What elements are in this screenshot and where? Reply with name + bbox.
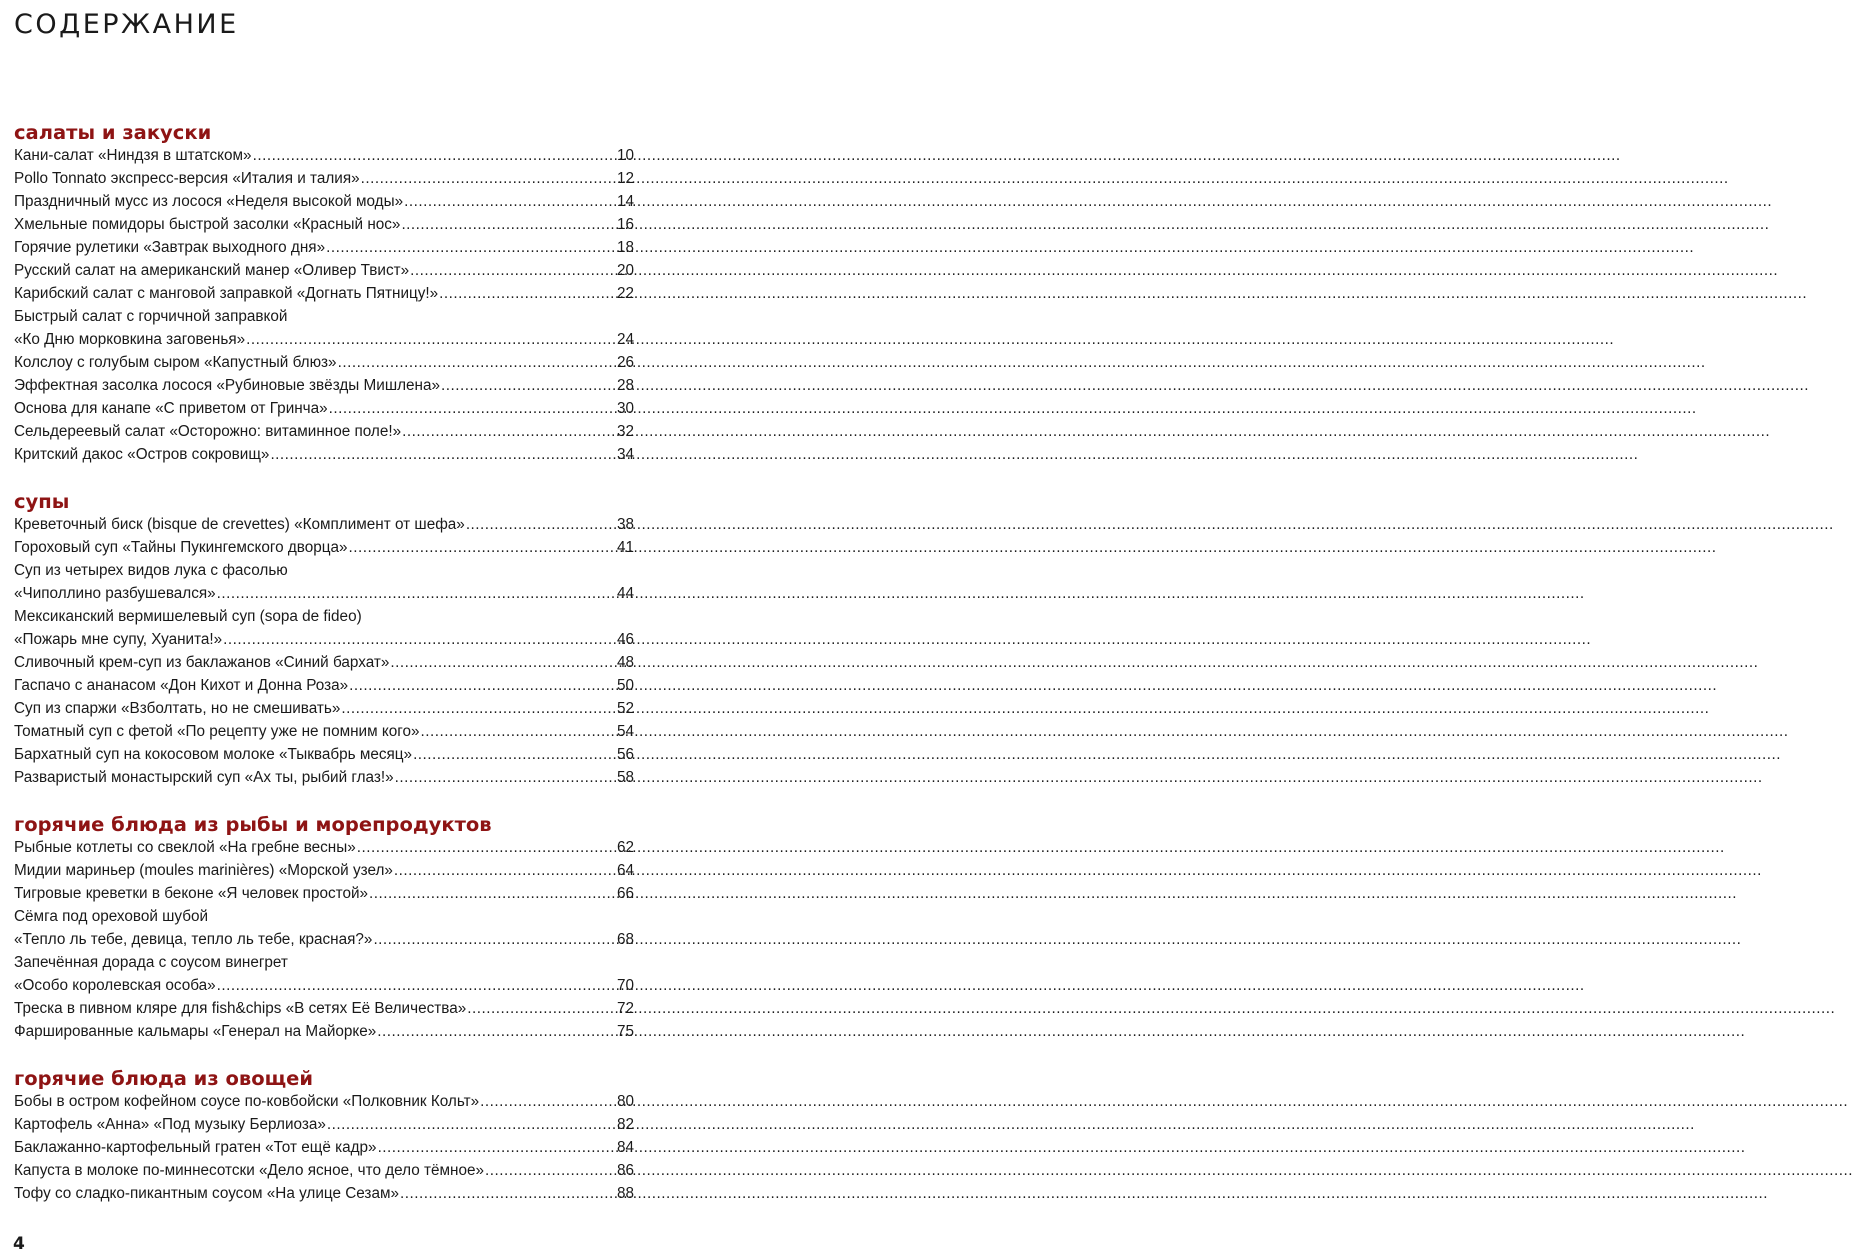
dot-leader [349,536,616,559]
entry-title: Колслоу с голубым сыром «Капустный блюз» [14,354,337,371]
dot-leader [420,720,616,743]
entry-title: «Чиполлино разбушевался» [14,585,216,602]
entry-row [14,236,634,259]
entry-row [14,443,634,466]
entry-page-number: 56 [616,746,634,763]
entry-page-number: 58 [616,769,634,786]
toc-entry[interactable] [14,674,634,697]
entry-row [14,328,634,351]
entry-page-number: 88 [616,1185,634,1202]
dot-leader [246,328,616,351]
entry-row [14,836,634,859]
toc-entry[interactable] [14,882,634,905]
dot-leader [390,651,616,674]
toc-entry[interactable] [14,513,634,536]
toc-entry[interactable] [14,351,634,374]
entry-page-number: 32 [616,423,634,440]
dot-leader [223,628,616,651]
toc-entry[interactable] [14,559,634,605]
toc-entry[interactable] [14,236,634,259]
entry-title: Хмельные помидоры быстрой засолки «Красный нос» [14,216,401,233]
toc-section [14,1062,634,1205]
entry-page-number: 10 [616,147,634,164]
entry-title: Pollo Tonnato экспресс-версия «Италия и талия» [14,170,360,187]
dot-leader [400,1182,616,1205]
entry-title: «Тепло ль тебе, девица, тепло ль тебе, красная?» [14,931,373,948]
entry-title: Эффектная засолка лосося «Рубиновые звёзды Мишлена» [14,377,440,394]
entry-row [14,628,634,651]
entry-page-number: 16 [616,216,634,233]
entry-title-line: Запечённая дорада с соусом винегрет [14,954,288,971]
page-number: 4 [13,1234,25,1254]
dot-leader [357,836,616,859]
entry-row [14,882,634,905]
dot-leader [327,1113,616,1136]
toc-entry[interactable] [14,836,634,859]
dot-leader [270,443,616,466]
entry-title: Капуста в молоке по-миннесотски «Дело ясное, что дело тёмное» [14,1162,484,1179]
entry-page-number: 14 [616,193,634,210]
toc-entry[interactable] [14,720,634,743]
entry-row [14,582,634,605]
entry-row [14,1113,634,1136]
dot-leader [329,397,616,420]
entry-title: Гаспачо с ананасом «Дон Кихот и Донна Роза» [14,677,349,694]
entry-page-number: 18 [616,239,634,256]
entry-page-number: 34 [616,446,634,463]
dot-leader [217,582,616,605]
entry-title: Сливочный крем-суп из баклажанов «Синий бархат» [14,654,390,671]
entry-page-number: 75 [616,1023,634,1040]
toc-entry[interactable] [14,397,634,420]
entry-row [14,259,634,282]
entry-row [14,167,634,190]
entry-title: Праздничный мусс из лосося «Неделя высокой моды» [14,193,404,210]
entry-page-number: 24 [616,331,634,348]
toc-entry[interactable] [14,1113,634,1136]
toc-entry[interactable] [14,1090,634,1113]
entry-title-line: Мексиканский вермишелевый суп (sopa de fideo) [14,608,362,625]
dot-leader [338,351,616,374]
dot-leader [253,144,616,167]
entry-page-number: 38 [616,516,634,533]
entry-page-number: 54 [616,723,634,740]
entry-row [14,351,634,374]
entry-page-number: 62 [616,839,634,856]
entry-title: «Особо королевская особа» [14,977,216,994]
dot-leader [413,743,616,766]
entry-row [14,513,634,536]
dot-leader [410,259,616,282]
toc-entry[interactable] [14,420,634,443]
entry-page-number: 68 [616,931,634,948]
entry-row [14,536,634,559]
entry-title: Рыбные котлеты со свеклой «На гребне весны» [14,839,356,856]
toc-section [14,808,634,1043]
toc-section [14,116,634,466]
toc-entry[interactable] [14,997,634,1020]
toc-entry[interactable] [14,743,634,766]
entry-title: Фаршированные кальмары «Генерал на Майорке» [14,1023,377,1040]
entry-title: Креветочный биск (bisque de crevettes) «Комплимент от шефа» [14,516,465,533]
dot-leader [217,974,616,997]
entry-row [14,720,634,743]
entry-row [14,213,634,236]
entry-title: Тигровые креветки в беконе «Я человек простой» [14,885,369,902]
entry-row [14,1159,634,1182]
entry-page-number: 26 [616,354,634,371]
entry-row [14,144,634,167]
toc-entry[interactable] [14,374,634,397]
page-title: СОДЕРЖАНИЕ [14,9,239,40]
entry-row [14,766,634,789]
entry-title: Мидии мариньер (moules marinières) «Морской узел» [14,862,393,879]
dot-leader [439,282,616,305]
dot-leader [378,1136,616,1159]
entry-page-number: 72 [616,1000,634,1017]
dot-leader [377,1020,616,1043]
entry-page-number: 22 [616,285,634,302]
entry-page-number: 30 [616,400,634,417]
entry-row [14,190,634,213]
entry-title: Карибский салат с манговой заправкой «Догнать Пятницу!» [14,285,439,302]
dot-leader [466,513,616,536]
toc-entry[interactable] [14,651,634,674]
entry-title: Томатный суп с фетой «По рецепту уже не помним кого» [14,723,420,740]
section-title: салаты и закуски [14,121,212,144]
entry-title: Гороховый суп «Тайны Пукингемского дворца» [14,539,348,556]
entry-page-number: 80 [616,1093,634,1110]
toc-entry[interactable] [14,213,634,236]
entry-title: Баклажанно-картофельный гратен «Тот ещё кадр» [14,1139,377,1156]
dot-leader [441,374,616,397]
toc-entry[interactable] [14,951,634,997]
entry-title: Треска в пивном кляре для fish&chips «В сетях Её Величества» [14,1000,467,1017]
entry-row [14,743,634,766]
toc-entry[interactable] [14,536,634,559]
toc-entry[interactable] [14,859,634,882]
entry-row [14,651,634,674]
dot-leader [369,882,616,905]
toc-entry[interactable] [14,766,634,789]
section-title: супы [14,490,70,513]
entry-row [14,397,634,420]
entry-row [14,974,634,997]
entry-page-number: 28 [616,377,634,394]
toc-entry[interactable] [14,697,634,720]
dot-leader [401,213,616,236]
entry-row [14,928,634,951]
entry-page-number: 66 [616,885,634,902]
dot-leader [395,766,616,789]
toc-entry[interactable] [14,1136,634,1159]
entry-title-line: Суп из четырех видов лука с фасолью [14,562,288,579]
entry-page-number: 64 [616,862,634,879]
entry-row [14,1020,634,1043]
section-title: горячие блюда из овощей [14,1067,314,1090]
toc-section [14,485,634,789]
entry-title: Русский салат на американский манер «Оливер Твист» [14,262,410,279]
section-title: горячие блюда из рыбы и морепродуктов [14,813,492,836]
entry-page-number: 84 [616,1139,634,1156]
entry-page-number: 50 [616,677,634,694]
entry-page-number: 52 [616,700,634,717]
toc-entry[interactable] [14,305,634,351]
dot-leader [485,1159,616,1182]
toc-entry[interactable] [14,167,634,190]
entry-row [14,1182,634,1205]
entry-page-number: 46 [616,631,634,648]
entry-row [14,1136,634,1159]
dot-leader [402,420,616,443]
entry-title: «Ко Дню морковкина заговенья» [14,331,246,348]
toc-entry[interactable] [14,1159,634,1182]
entry-title: Кани-салат «Ниндзя в штатском» [14,147,252,164]
entry-page-number: 70 [616,977,634,994]
entry-title: Суп из спаржи «Взболтать, но не смешивать» [14,700,341,717]
dot-leader [341,697,616,720]
dot-leader [480,1090,616,1113]
dot-leader [404,190,616,213]
entry-title: Тофу со сладко-пикантным соусом «На улице Сезам» [14,1185,399,1202]
dot-leader [326,236,616,259]
entry-title: Разваристый монастырский суп «Ах ты, рыбий глаз!» [14,769,394,786]
toc-entry[interactable] [14,259,634,282]
entry-title: Бобы в остром кофейном соусе по-ковбойски «Полковник Кольт» [14,1093,480,1110]
entry-page-number: 82 [616,1116,634,1133]
entry-title: Картофель «Анна» «Под музыку Берлиоза» [14,1116,326,1133]
toc-entry[interactable] [14,905,634,951]
toc-entry[interactable] [14,443,634,466]
entry-row [14,282,634,305]
entry-title: Основа для канапе «С приветом от Гринча» [14,400,328,417]
dot-leader [361,167,616,190]
entry-row [14,859,634,882]
toc-entry[interactable] [14,605,634,651]
toc-entry[interactable] [14,1182,634,1205]
entry-page-number: 86 [616,1162,634,1179]
dot-leader [373,928,616,951]
entry-page-number: 20 [616,262,634,279]
entry-title: Горячие рулетики «Завтрак выходного дня» [14,239,326,256]
entry-page-number: 41 [616,539,634,556]
toc-entry[interactable] [14,144,634,167]
entry-row [14,374,634,397]
entry-title-line: Быстрый салат с горчичной заправкой [14,308,288,325]
toc-entry[interactable] [14,190,634,213]
entry-row [14,697,634,720]
entry-title: «Пожарь мне супу, Хуанита!» [14,631,223,648]
entry-row [14,674,634,697]
entry-row [14,997,634,1020]
table-of-contents [14,116,634,1205]
entry-page-number: 12 [616,170,634,187]
entry-page-number: 48 [616,654,634,671]
dot-leader [394,859,616,882]
entry-row [14,1090,634,1113]
entry-title: Бархатный суп на кокосовом молоке «Тыквабрь месяц» [14,746,413,763]
dot-leader [349,674,616,697]
entry-page-number: 44 [616,585,634,602]
entry-title: Сельдереевый салат «Осторожно: витаминное поле!» [14,423,402,440]
dot-leader [467,997,616,1020]
entry-title-line: Сёмга под ореховой шубой [14,908,209,925]
toc-entry[interactable] [14,282,634,305]
entry-row [14,420,634,443]
entry-title: Критский дакос «Остров сокровищ» [14,446,270,463]
toc-entry[interactable] [14,1020,634,1043]
